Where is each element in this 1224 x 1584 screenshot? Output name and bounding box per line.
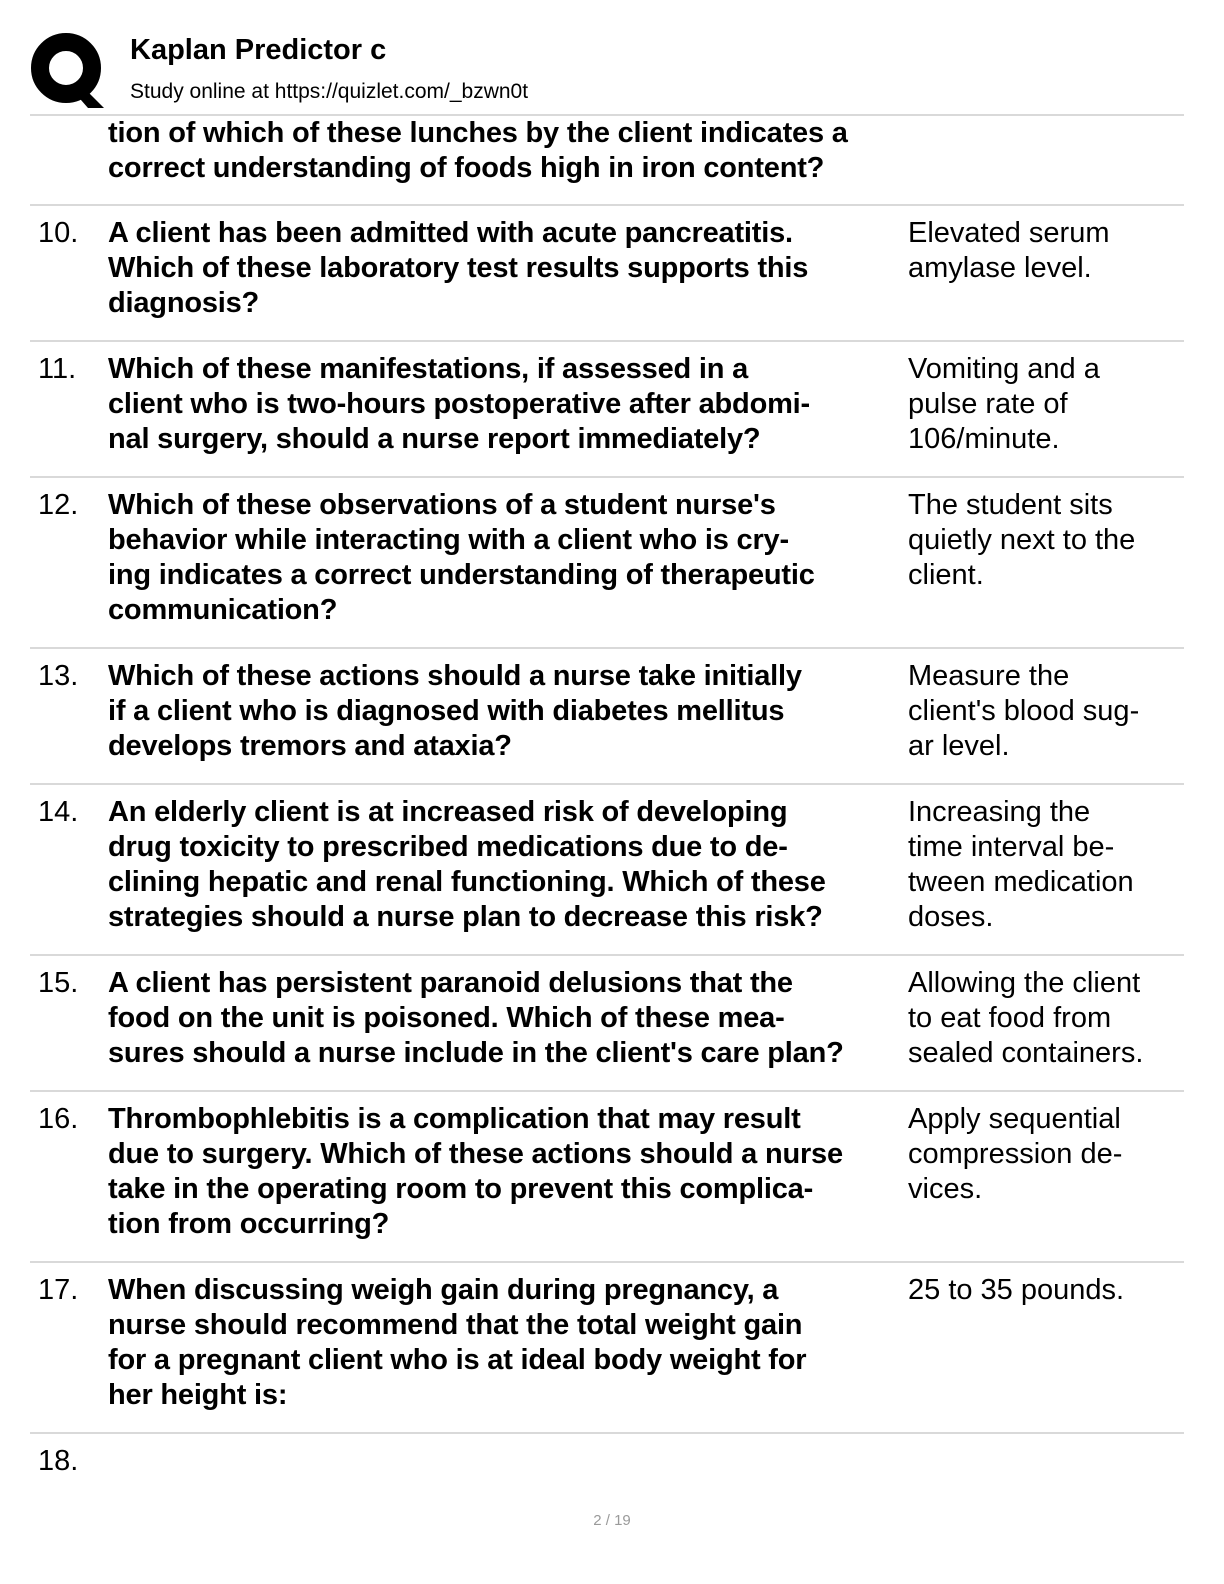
question-text: A client has been admitted with acute pancreatitis. Which of these laboratory test results supports this diagnosis? bbox=[108, 217, 809, 319]
answer-text: The student sits quietly next to the client. bbox=[908, 489, 1136, 591]
card-divider bbox=[30, 647, 1184, 649]
answer-text: Increasing the time interval be- tween medication doses. bbox=[908, 796, 1134, 933]
question-text: A client has persistent paranoid delusions that the food on the unit is poisoned. Which of these mea- sures should a nurse include in the client's care plan? bbox=[108, 967, 844, 1069]
question-text: When discussing weigh gain during pregnancy, a nurse should recommend that the total weight gain for a pregnant client who is at ideal body weight for her height is: bbox=[108, 1274, 807, 1411]
card-divider bbox=[30, 954, 1184, 956]
card-number: 11. bbox=[38, 353, 77, 385]
question-text: Which of these manifestations, if assessed in a client who is two-hours postoperative after abdomi- nal surgery, should a nurse report immediately? bbox=[108, 353, 810, 455]
card-divider bbox=[30, 204, 1184, 206]
card-divider bbox=[30, 1090, 1184, 1092]
card-number: 15. bbox=[38, 967, 79, 999]
card-divider bbox=[30, 476, 1184, 478]
card-divider bbox=[30, 1261, 1184, 1263]
card-number: 18. bbox=[38, 1445, 79, 1477]
card-number: 16. bbox=[38, 1103, 79, 1135]
card-number: 13. bbox=[38, 660, 79, 692]
card-number: 17. bbox=[38, 1274, 79, 1306]
card-divider bbox=[30, 340, 1184, 342]
question-text: tion of which of these lunches by the client indicates a correct understanding of foods high in iron content? bbox=[108, 117, 848, 184]
answer-text: Elevated serum amylase level. bbox=[908, 217, 1110, 284]
card-divider bbox=[30, 1432, 1184, 1434]
card-divider bbox=[30, 783, 1184, 785]
question-text: Thrombophlebitis is a complication that may result due to surgery. Which of these actions should a nurse take in the operating room to prevent this complica- tion from occurring? bbox=[108, 1103, 843, 1240]
answer-text: Measure the client's blood sug- ar level. bbox=[908, 660, 1140, 762]
set-title: Kaplan Predictor c bbox=[130, 34, 387, 66]
card-number: 10. bbox=[38, 217, 79, 249]
page-header bbox=[30, 30, 1190, 110]
answer-text: Vomiting and a pulse rate of 106/minute. bbox=[908, 353, 1100, 455]
question-text: Which of these observations of a student nurse's behavior while interacting with a client who is cry- ing indicates a correct understanding of therapeutic communication? bbox=[108, 489, 815, 626]
card-number: 14. bbox=[38, 796, 79, 828]
study-online-link[interactable]: Study online at https://quizlet.com/_bzwn0t bbox=[130, 80, 529, 103]
page-indicator: 2 / 19 bbox=[593, 1512, 631, 1529]
answer-text: Apply sequential compression de- vices. bbox=[908, 1103, 1123, 1205]
card-number: 12. bbox=[38, 489, 79, 521]
question-text: An elderly client is at increased risk of developing drug toxicity to prescribed medications due to de- clining hepatic and renal functioning. Which of these strategies should a nurse plan to decrease this risk? bbox=[108, 796, 826, 933]
answer-text: 25 to 35 pounds. bbox=[908, 1274, 1125, 1306]
answer-text: Allowing the client to eat food from sealed containers. bbox=[908, 967, 1144, 1069]
question-text: Which of these actions should a nurse take initially if a client who is diagnosed with diabetes mellitus develops tremors and ataxia? bbox=[108, 660, 802, 762]
quizlet-logo-icon bbox=[30, 32, 108, 110]
